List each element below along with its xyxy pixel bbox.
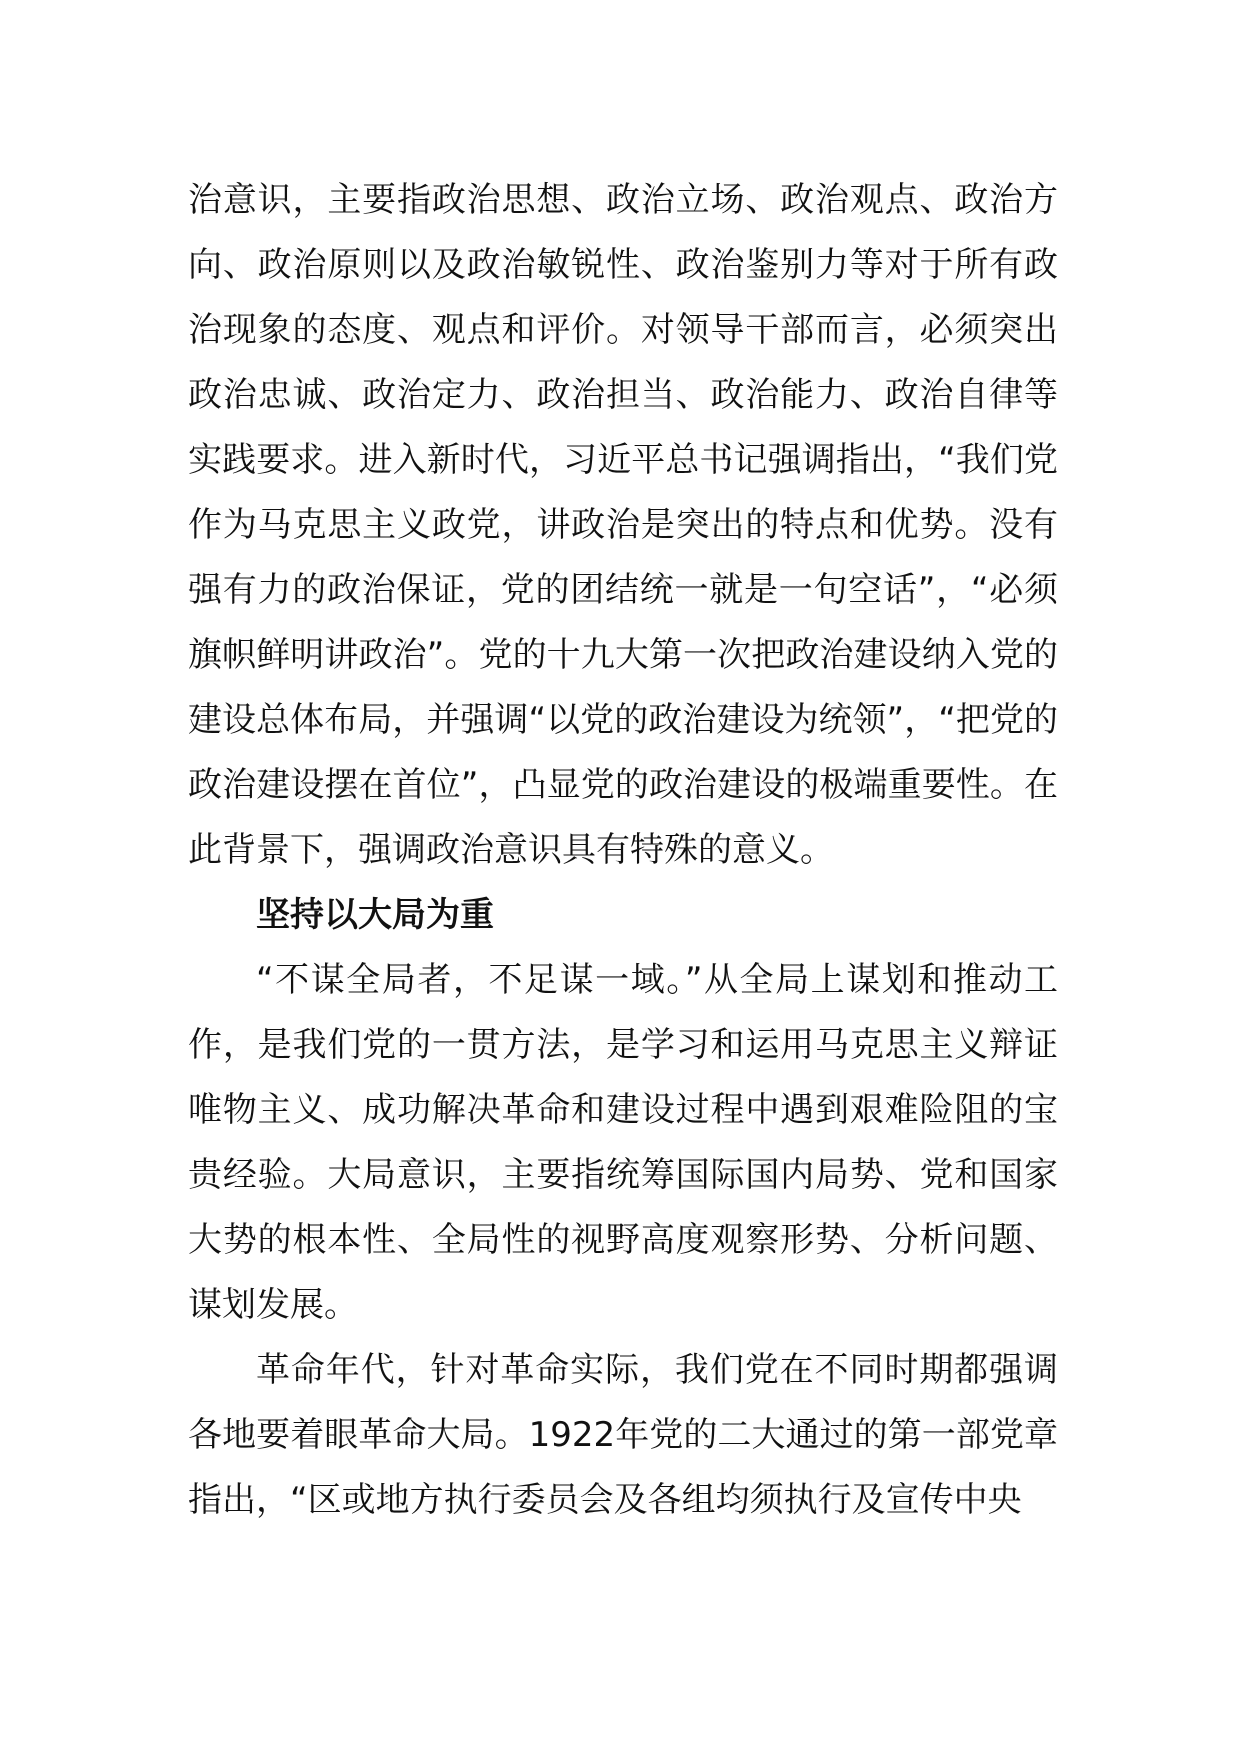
section-heading-overall-situation: 坚持以大局为重 <box>256 895 494 935</box>
paragraph-political-awareness: 治意识，主要指政治思想、政治立场、政治观点、政治方向、政治原则以及政治敏锐性、政治鉴别力等对于所有政治现象的态度、观点和评价。对领导干部而言，必须突出政治忠诚、政治定力、政治担当、政治能力、政治自律等实践要求。进入新时代，习近平总书记强调指出，“我们党作为马克思主义政党，讲政治是突出的特点和优势。没有强有力的政治保证，党的团结统一就是一句空话”，“必须旗帜鲜明讲政治”。党的十九大第一次把政治建设纳入党的建设总体布局，并强调“以党的政治建设为统领”，“把党的政治建设摆在首位”，凸显党的政治建设的极端重要性。在此背景下，强调政治意识具有特殊的意义。 <box>188 180 1058 870</box>
document-body <box>188 168 1058 1533</box>
paragraph-revolutionary-era: 革命年代，针对革命实际，我们党在不同时期都强调各地要着眼革命大局。1922年党的二大通过的第一部党章指出，“区或地方执行委员会及各组均须执行及宣传中央 <box>188 1350 1058 1520</box>
paragraph-overall-situation-intro: “不谋全局者，不足谋一域。”从全局上谋划和推动工作，是我们党的一贯方法，是学习和运用马克思主义辩证唯物主义、成功解决革命和建设过程中遇到艰难险阻的宝贵经验。大局意识，主要指统筹国际国内局势、党和国家大势的根本性、全局性的视野高度观察形势、分析问题、谋划发展。 <box>188 960 1058 1325</box>
